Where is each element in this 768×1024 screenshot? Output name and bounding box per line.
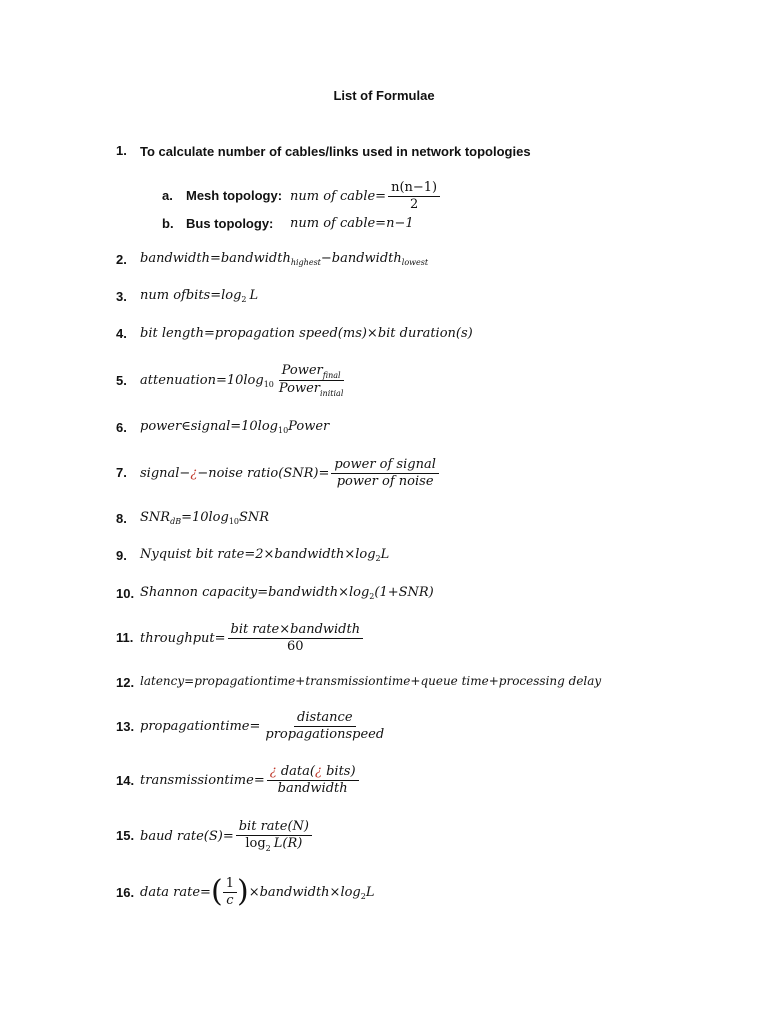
item-number: 9. <box>116 548 127 563</box>
latency-formula: latency=propagationtime+transmissiontime+queue time+processing delay <box>140 674 602 688</box>
snr-ratio-formula: signal− ¿ −noise ratio(SNR)= $\frac{\text{power of signal}}{\text{power of noise}}$ <box>140 455 441 491</box>
sub-item-letter: b. <box>162 216 174 231</box>
bandwidth-formula: bandwidth=bandwidth highest −bandwidth lowest <box>140 250 429 267</box>
mesh-formula: num of cable= $\frac{n(n-1)}{2}$ <box>290 178 442 214</box>
item-number: 14. <box>116 773 135 788</box>
sub-item-label: Bus topology: <box>186 216 274 231</box>
close-paren: ) <box>236 874 249 909</box>
item-heading <box>140 141 531 161</box>
baud-rate-formula: baud rate(S)= $\frac{\text{bit rate(N)}}{\log_2 L(R)}$ <box>140 817 314 855</box>
item-number: 7. <box>116 465 127 480</box>
propagation-time-formula: propagationtime= $\frac{\text{distance}}{\text{propagationspeed}}$ <box>140 708 389 744</box>
item-number: 5. <box>116 373 127 388</box>
page-title: List of Formulae <box>333 88 435 103</box>
throughput-formula: throughput= $\frac{\text{bit rate×bandwidth}}{60}$ <box>140 620 365 656</box>
nyquist-formula: Nyquist bit rate=2×bandwidth×log 2 L <box>140 546 390 563</box>
data-rate-formula: data rate= ( $\frac{1}{c}$ ) ×bandwidth×log 2 L <box>140 874 375 909</box>
attenuation-formula: attenuation=10log 10 $\frac{Power_{final}}{Power_{initial}}$ <box>140 360 348 400</box>
propagation-fraction: $\frac{\text{distance}}{\text{propagationspeed}}$ <box>265 709 385 742</box>
mesh-fraction: $\frac{n(n-1)}{2}$ <box>388 180 440 213</box>
item-number: 15. <box>116 828 135 843</box>
bus-formula: num of cable=n−1 <box>290 215 414 231</box>
data-rate-fraction: $\frac{1}{c}$ <box>223 876 237 909</box>
sub-item-letter: a. <box>162 188 173 203</box>
sub-item-label: Mesh topology: <box>186 188 283 203</box>
snr-fraction: $\frac{\text{power of signal}}{\text{power of noise}}$ <box>331 457 439 490</box>
transmission-time-formula: transmissiontime= $\frac{\text{¿ data(¿ bits)}}{\text{bandwidth}}$ <box>140 762 361 798</box>
item-number: 6. <box>116 420 127 435</box>
item-number: 1. <box>116 143 127 158</box>
item-number: 12. <box>116 675 135 690</box>
item-number: 10. <box>116 586 135 601</box>
throughput-fraction: $\frac{\text{bit rate×bandwidth}}{60}$ <box>228 622 364 655</box>
item-number: 3. <box>116 289 127 304</box>
num-bits-formula: num ofbits=log 2 L <box>140 287 259 304</box>
attenuation-fraction: $\frac{Power_{final}}{Power_{initial}}$ <box>278 362 344 398</box>
baud-fraction: $\frac{\text{bit rate(N)}}{\log_2 L(R)}$ <box>236 819 312 853</box>
snr-db-formula: SNR dB =10log 10 SNR <box>140 509 270 526</box>
item-number: 4. <box>116 326 127 341</box>
item-number: 13. <box>116 719 135 734</box>
shannon-formula: Shannon capacity=bandwidth×log 2 (1+SNR) <box>140 584 434 601</box>
item-number: 2. <box>116 252 127 267</box>
item-number: 11. <box>116 630 134 645</box>
item-number: 16. <box>116 885 135 900</box>
topology-heading: To calculate number of cables/links used in network topologies <box>140 143 531 159</box>
bit-length-formula: bit length=propagation speed(ms)×bit duration(s) <box>140 325 473 341</box>
power-signal-formula: power∈signal=10log 10 Power <box>140 418 330 435</box>
open-paren: ( <box>210 874 223 909</box>
transmission-fraction: $\frac{\text{¿ data(¿ bits)}}{\text{bandwidth}}$ <box>267 764 359 797</box>
item-number: 8. <box>116 511 127 526</box>
